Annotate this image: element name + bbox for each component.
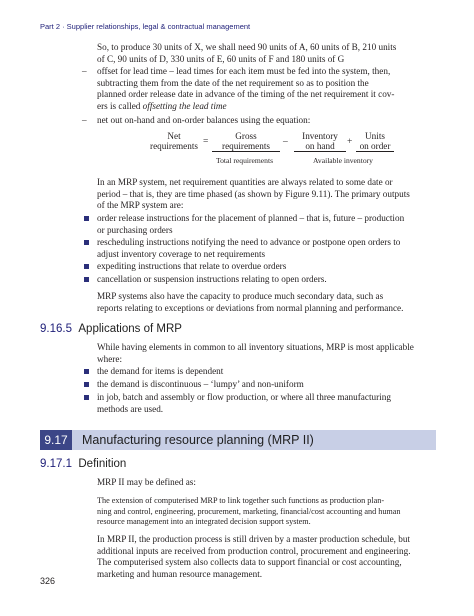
definition-quote-line: ning and control, engineering, procurement, marketing, financial/cost accounting and human [97,506,401,516]
dash-item-line: net out on-hand and on-order balances using the equation: [97,115,311,125]
definition-quote-line: The extension of computerised MRP to link together such functions as production plan- [97,496,385,505]
eq-inventory-top: Inventory [302,131,338,141]
paragraph-line: additional inputs are received from production control, procurement and engineering. [97,545,411,556]
bullet-text: rescheduling instructions notifying the need to advance or postpone open orders to [97,237,401,247]
page-number: 326 [40,576,56,586]
dash-item-line: offset for lead time – lead times for each item must be fed into the system, then, [97,66,391,76]
paragraph-line: MRP systems also have the capacity to produce much secondary data, such as [97,291,384,301]
bullet-text: adjust inventory coverage to net requirements [97,248,266,259]
dash-item-text: ers is called [97,100,143,111]
eq-plus: + [347,137,353,147]
eq-net [140,131,208,151]
eq-minus: – [283,137,288,147]
running-head: Part 2 · Supplier relationships, legal & contractual management [40,22,251,31]
eq-gross-bottom: requirements [212,141,280,152]
paragraph-line: While having elements in common to all inventory situations, MRP is most applicable [97,342,414,352]
bullet-text: expediting instructions that relate to overdue orders [97,261,287,271]
bullet-marker [84,240,89,245]
section-number: 9.17.1 [40,458,72,470]
eq-gross-top: Gross [235,131,257,141]
eq-inventory [294,131,346,152]
dash-item-line: planned order release date in advance of the timing of the net requirement it cov- [97,89,395,99]
dash-item-line: subtracting them from the date of the net requirement so as to position the [97,77,369,88]
paragraph-line: marketing and human resource management. [97,568,263,579]
section-title-9-17: Manufacturing resource planning (MRP II) [82,433,314,447]
bullet-marker [84,277,89,282]
paragraph-line: The computerised system also collects data to support financial or cost accounting, [97,557,402,567]
bullet-marker [84,216,89,221]
bullet-text: methods are used. [97,403,164,414]
paragraph-line: In MRP II, the production process is still driven by a master production schedule, but [97,534,410,544]
eq-units-bottom: on order [356,141,394,152]
section-number: 9.16.5 [40,323,72,335]
eq-units-top: Units [365,131,385,141]
bullet-text: order release instructions for the placement of planned – that is, future – production [97,213,405,223]
eq-inventory-bottom: on hand [294,141,346,152]
paragraph-line: period – that is, they are time phased (as shown by Figure 9.11). The primary outputs [97,188,410,199]
dash-item-italic: offsetting the lead time [142,100,227,111]
paragraph-line: of the MRP system are: [97,200,184,210]
eq-total-label: Total requirements [216,156,274,165]
section-title: Definition [78,458,127,470]
bullet-marker [84,395,89,400]
bullet-text: the demand is discontinuous – ‘lumpy’ and non-uniform [97,379,304,389]
eq-available-label: Available inventory [313,156,373,165]
definition-quote-line: resource management into an integrated decision support system. [97,517,311,526]
bullet-marker [84,264,89,269]
paragraph-line: reports relating to exceptions or deviations from normal planning and performance. [97,302,404,313]
eq-units [356,131,394,152]
paragraph-line: where: [97,353,122,364]
intro-line: of C, 90 units of D, 330 units of E, 60 units of F and 180 units of G [97,53,345,64]
eq-equals: = [203,137,209,147]
bullet-text: the demand for items is dependent [97,366,224,376]
eq-net-top: Net [167,131,181,141]
bullet-text: in job, batch and assembly or flow production, or where all three manufacturing [97,392,391,402]
section-heading-9165 [40,323,182,335]
eq-gross [212,131,280,152]
bullet-text: cancellation or suspension instructions relating to open orders. [97,274,327,284]
dash-marker: – [82,66,87,76]
intro-line: So, to produce 30 units of X, we shall need 90 units of A, 60 units of B, 210 units [97,42,397,52]
section-heading-9171 [40,458,126,470]
eq-net-bottom: requirements [150,141,198,152]
bullet-marker [84,369,89,374]
paragraph-line: In an MRP system, net requirement quantities are always related to some date or [97,177,393,187]
dash-item-line [97,101,227,112]
bullet-marker [84,382,89,387]
definition-intro: MRP II may be defined as: [97,477,196,487]
section-number-9-17: 9.17 [40,430,72,450]
bullet-text: or purchasing orders [97,224,173,235]
section-title: Applications of MRP [78,323,182,335]
dash-marker: – [82,115,87,125]
